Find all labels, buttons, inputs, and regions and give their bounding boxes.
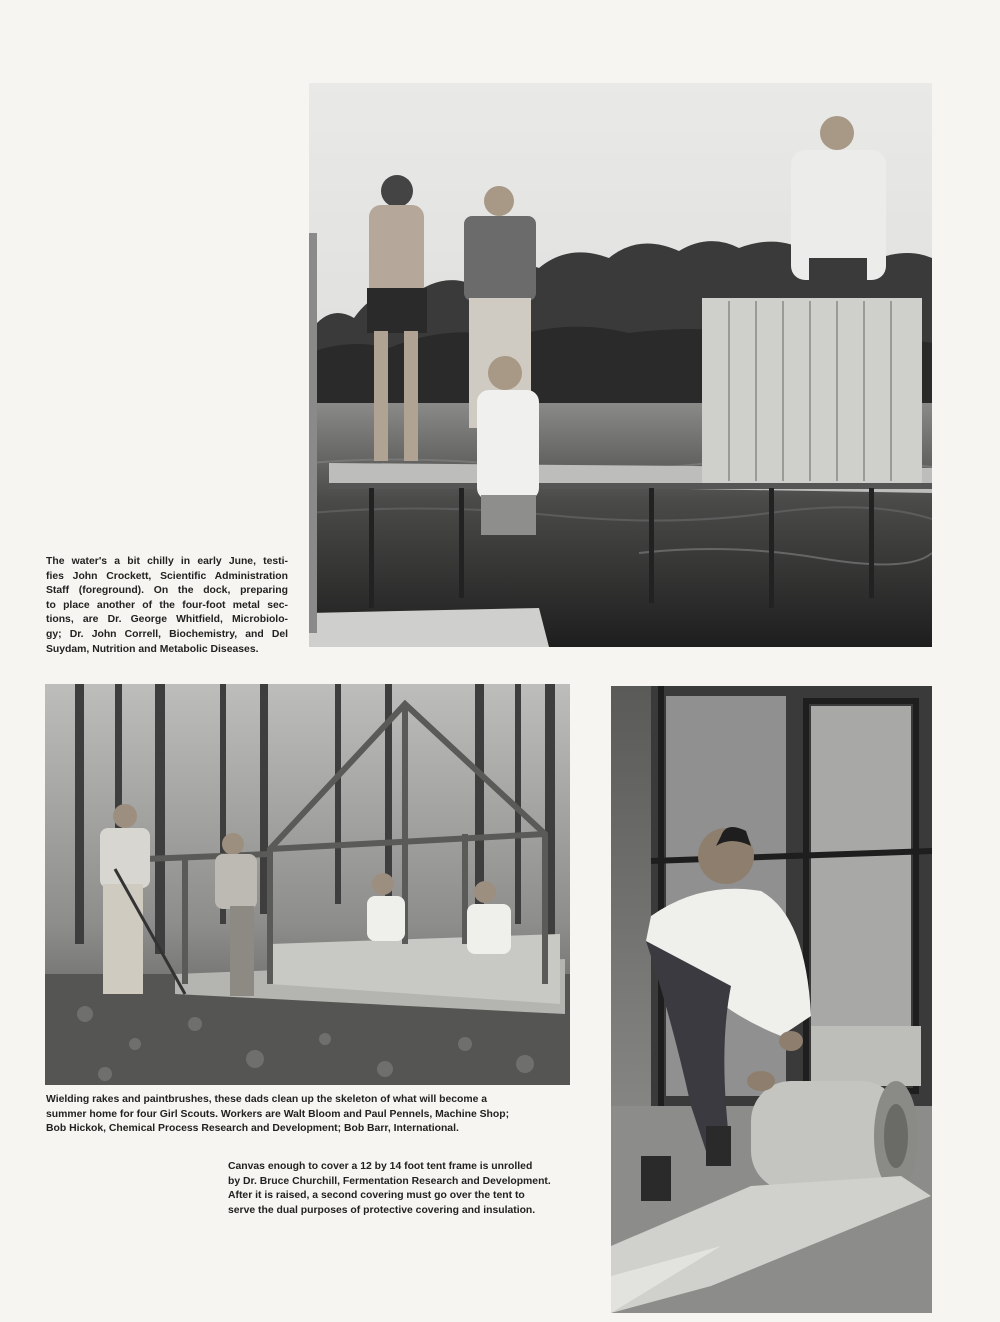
caption-line: gy; Dr. John Correll, Biochemistry, and Del (46, 628, 288, 640)
caption-line: Suydam, Nutrition and Metabolic Diseases. (46, 643, 259, 655)
caption-line: fies John Crockett, Scientific Administration (46, 570, 288, 582)
dock-photo (309, 83, 932, 647)
caption-line: tions, are Dr. George Whitfield, Microbiolo- (46, 614, 288, 626)
caption-line: to place another of the four-foot metal sec- (46, 599, 288, 611)
tent-frame-photo (45, 684, 570, 1085)
dock-caption (46, 555, 288, 657)
caption-line: summer home for four Girl Scouts. Workers are Walt Bloom and Paul Pennels, Machine Shop; (46, 1108, 510, 1120)
caption-line: Canvas enough to cover a 12 by 14 foot tent frame is unrolled (228, 1161, 533, 1172)
caption-line: After it is raised, a second covering must go over the tent to (228, 1190, 525, 1202)
caption-line: serve the dual purposes of protective covering and insulation. (228, 1204, 536, 1216)
caption-line: by Dr. Bruce Churchill, Fermentation Research and Development. (228, 1175, 551, 1187)
tent-frame-caption (46, 1093, 576, 1137)
caption-line: Bob Hickok, Chemical Process Research and Development; Bob Barr, International. (46, 1123, 459, 1135)
caption-line: Wielding rakes and paintbrushes, these dads clean up the skeleton of what will become a (46, 1094, 488, 1105)
canvas-photo (611, 686, 932, 1313)
caption-line: Staff (foreground). On the dock, preparing (46, 585, 288, 597)
caption-line: The water's a bit chilly in early June, testi- (46, 556, 288, 567)
canvas-caption (228, 1160, 608, 1218)
